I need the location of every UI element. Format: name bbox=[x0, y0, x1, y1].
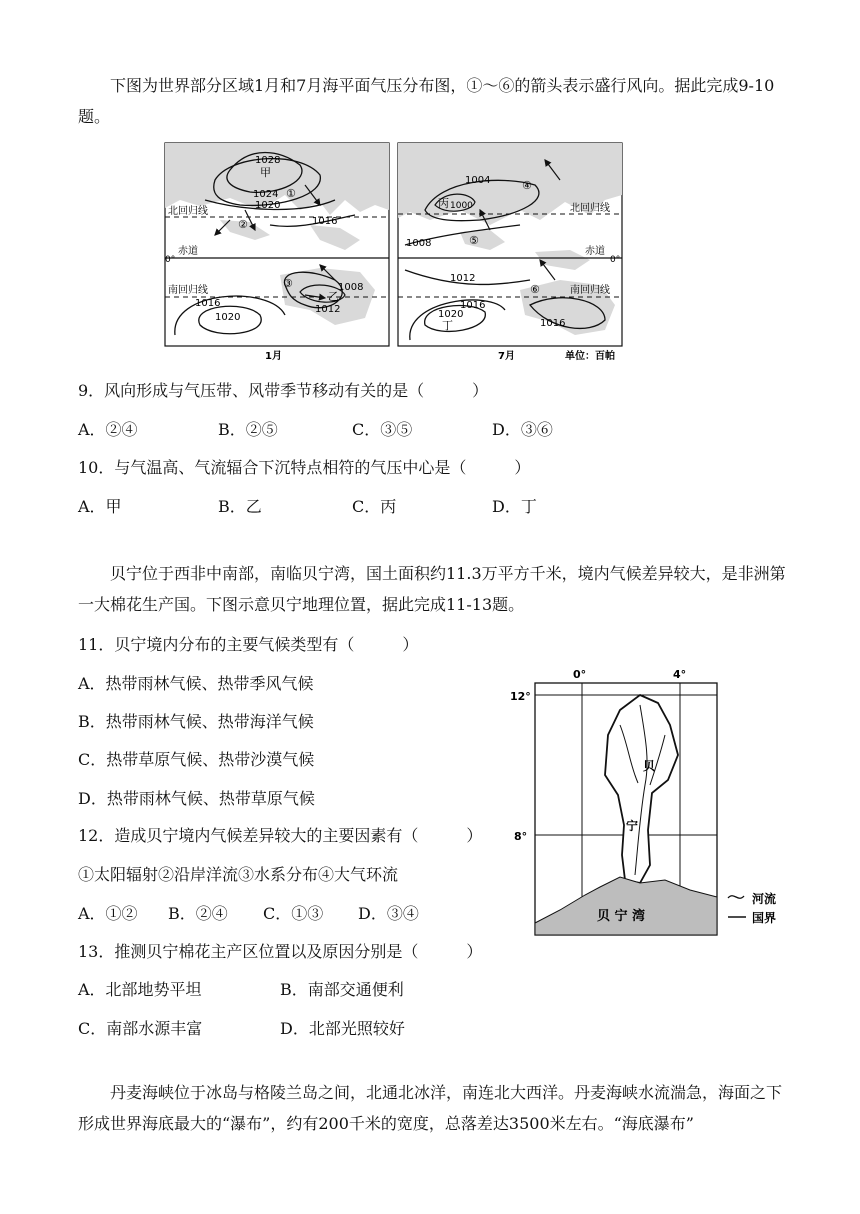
jan-isobar-1028: 1028 bbox=[255, 155, 281, 166]
jan-label-yi: 乙 bbox=[328, 290, 339, 303]
january-caption: 1月 bbox=[265, 351, 282, 362]
jan-label-jia: 甲 bbox=[260, 166, 271, 179]
jan-isobar-1020a: 1020 bbox=[255, 200, 281, 211]
jul-isobar-1008: 1008 bbox=[406, 238, 432, 249]
legend-river-label: 河流 bbox=[752, 892, 777, 906]
jul-arrow-6: ⑥ bbox=[530, 283, 540, 296]
q11-option-b: B．热带雨林气候、热带海洋气候 bbox=[78, 712, 314, 731]
benin-lon-4: 4° bbox=[673, 668, 687, 681]
benin-label-ning: 宁 bbox=[626, 819, 639, 833]
jan-isobar-1008: 1008 bbox=[338, 282, 364, 293]
january-map bbox=[165, 143, 389, 346]
q13-option-d: D．北部光照较好 bbox=[280, 1019, 405, 1038]
q11-stem: 11．贝宁境内分布的主要气候类型有（ ） bbox=[78, 635, 419, 654]
jan-arrow-1: ① bbox=[286, 187, 296, 200]
july-map bbox=[398, 143, 622, 346]
q10-option-a: A．甲 bbox=[78, 497, 122, 516]
jan-isobar-1020b: 1020 bbox=[215, 312, 241, 323]
jul-tropic-north: 北回归线 bbox=[570, 203, 610, 214]
q9-option-d: D．③⑥ bbox=[492, 420, 553, 439]
legend-border-label: 国界 bbox=[752, 911, 777, 925]
jul-tropic-south: 南回归线 bbox=[570, 285, 610, 296]
intro-paragraph-1: 下图为世界部分区域1月和7月海平面气压分布图，①～⑥的箭头表示盛行风向。据此完成9-10题。 bbox=[78, 76, 775, 126]
jul-label-bing: 丙 bbox=[438, 197, 449, 210]
q12-option-d: D．③④ bbox=[358, 904, 419, 923]
q9-option-c: C．③⑤ bbox=[352, 420, 413, 439]
july-caption: 7月 bbox=[498, 351, 515, 362]
jul-isobar-1000: 1000 bbox=[450, 201, 473, 211]
jan-isobar-1016b: 1016 bbox=[195, 298, 221, 309]
q10-option-c: C．丙 bbox=[352, 497, 397, 516]
jan-isobar-1016a: 1016 bbox=[312, 216, 338, 227]
jul-arrow-5: ⑤ bbox=[469, 234, 479, 247]
jul-isobar-1004: 1004 bbox=[465, 175, 491, 186]
q13-option-a: A．北部地势平坦 bbox=[78, 980, 202, 999]
benin-gulf-label: 贝 宁 湾 bbox=[597, 909, 646, 924]
jan-tropic-north: 北回归线 bbox=[168, 206, 208, 217]
jan-equator: 赤道 bbox=[178, 246, 198, 257]
benin-map-svg bbox=[500, 665, 800, 950]
intro-paragraph-2: 贝宁位于西非中南部，南临贝宁湾，国土面积约11.3万平方千米，境内气候差异较大，是非洲第一大棉花生产国。下图示意贝宁地理位置，据此完成11-13题。 bbox=[78, 564, 786, 614]
q13-option-b: B．南部交通便利 bbox=[280, 980, 404, 999]
q12-option-a: A．①② bbox=[78, 904, 138, 923]
q9-option-b: B．②⑤ bbox=[218, 420, 278, 439]
jul-isobar-1020: 1020 bbox=[438, 309, 464, 320]
jan-arrow-2: ② bbox=[238, 218, 248, 231]
jul-equator: 赤道 bbox=[585, 246, 605, 257]
q11-option-d: D．热带雨林气候、热带草原气候 bbox=[78, 789, 315, 808]
jan-arrow-3: ③ bbox=[283, 277, 293, 290]
jan-isobar-1012: 1012 bbox=[315, 304, 341, 315]
pressure-map-svg bbox=[160, 140, 630, 365]
q10-stem: 10．与气温高、气流辐合下沉特点相符的气压中心是（ ） bbox=[78, 458, 531, 477]
q9-option-a: A．②④ bbox=[78, 420, 138, 439]
intro-paragraph-3: 丹麦海峡位于冰岛与格陵兰岛之间，北通北冰洋，南连北大西洋。丹麦海峡水流湍急，海面之下形成世界海底最大的“瀑布”，约有200千米的宽度，总落差达3500米左右。“海底瀑布” bbox=[78, 1083, 783, 1133]
benin-lat-8: 8° bbox=[514, 830, 528, 843]
jul-label-ding: 丁 bbox=[442, 319, 453, 332]
jan-isobar-1024: 1024 bbox=[253, 189, 279, 200]
jul-arrow-4: ④ bbox=[522, 179, 532, 192]
jul-isobar-1012: 1012 bbox=[450, 273, 476, 284]
jul-deg0: 0° bbox=[610, 255, 621, 265]
unit-caption: 单位：百帕 bbox=[565, 351, 615, 362]
benin-map-figure bbox=[500, 665, 800, 950]
q10-option-d: D．丁 bbox=[492, 497, 537, 516]
jul-isobar-1016b: 1016 bbox=[540, 318, 566, 329]
pressure-map-figure bbox=[160, 140, 630, 365]
q11-option-c: C．热带草原气候、热带沙漠气候 bbox=[78, 750, 315, 769]
q10-option-b: B．乙 bbox=[218, 497, 262, 516]
q12-factors: ①太阳辐射②沿岸洋流③水系分布④大气环流 bbox=[78, 865, 399, 884]
q13-option-c: C．南部水源丰富 bbox=[78, 1019, 203, 1038]
benin-label-bei: 贝 bbox=[643, 759, 656, 773]
jul-isobar-1016a: 1016 bbox=[460, 300, 486, 311]
jan-tropic-south: 南回归线 bbox=[168, 285, 208, 296]
q12-option-c: C．①③ bbox=[263, 904, 324, 923]
q13-stem: 13．推测贝宁棉花主产区位置以及原因分别是（ ） bbox=[78, 942, 483, 961]
q11-option-a: A．热带雨林气候、热带季风气候 bbox=[78, 674, 314, 693]
q9-stem: 9．风向形成与气压带、风带季节移动有关的是（ ） bbox=[78, 381, 489, 400]
benin-lat-12: 12° bbox=[510, 690, 531, 703]
jan-deg0: 0° bbox=[165, 255, 176, 265]
benin-lon-0: 0° bbox=[573, 668, 587, 681]
q12-option-b: B．②④ bbox=[168, 904, 228, 923]
q12-stem: 12．造成贝宁境内气候差异较大的主要因素有（ ） bbox=[78, 826, 483, 845]
